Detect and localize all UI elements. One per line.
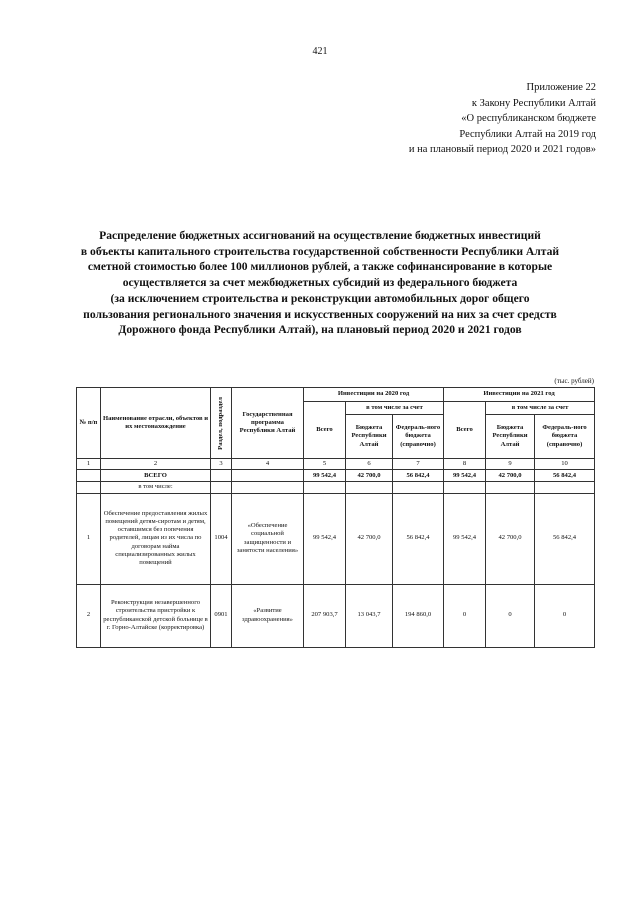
header-inv-2020: Инвестиции на 2020 год — [304, 388, 444, 402]
header-regional-2021: Бюджета Республики Алтай — [486, 415, 535, 459]
total-value: 42 700,0 — [346, 470, 393, 482]
units-label: (тыс. рублей) — [554, 377, 594, 385]
header-including-2021: в том числе за счет — [486, 402, 595, 415]
including-empty — [346, 482, 393, 493]
row-value: 42 700,0 — [346, 493, 393, 584]
total-value: 56 842,4 — [393, 470, 444, 482]
header-federal-2021: Федераль-ного бюджета (справочно) — [535, 415, 595, 459]
table-row — [77, 493, 595, 584]
header-program: Государственная программа Республики Алтай — [232, 388, 304, 459]
total-value: 99 542,4 — [444, 470, 486, 482]
including-row — [77, 482, 595, 493]
header-inv-2021: Инвестиции на 2021 год — [444, 388, 595, 402]
title-line: Дорожного фонда Республики Алтай), на плановый период 2020 и 2021 годов — [118, 323, 522, 337]
column-number: 10 — [535, 459, 595, 470]
including-empty — [444, 482, 486, 493]
header-num: № п/п — [77, 388, 101, 459]
header-total-2021: Всего — [444, 402, 486, 459]
row-value: 0 — [486, 584, 535, 647]
appendix-line: Приложение 22 — [526, 82, 596, 93]
header-name: Наименование отрасли, объектов и их местонахождение — [101, 388, 211, 459]
including-empty — [77, 482, 101, 493]
total-value: 56 842,4 — [535, 470, 595, 482]
column-number-row — [77, 459, 595, 470]
row-value: 56 842,4 — [535, 493, 595, 584]
total-empty — [77, 470, 101, 482]
including-empty — [393, 482, 444, 493]
including-empty — [232, 482, 304, 493]
row-program: «Развитие здравоохранения» — [232, 584, 304, 647]
column-number: 1 — [77, 459, 101, 470]
appendix-line: к Закону Республики Алтай — [471, 97, 596, 109]
total-value: 99 542,4 — [304, 470, 346, 482]
including-label: в том числе: — [101, 482, 211, 493]
including-empty — [304, 482, 346, 493]
including-empty — [211, 482, 232, 493]
row-num: 1 — [77, 493, 101, 584]
row-program: «Обеспечение социальной защищенности и занятости населения» — [232, 493, 304, 584]
appendix-line: Республики Алтай на 2019 год — [459, 128, 596, 140]
total-empty — [232, 470, 304, 482]
column-number: 5 — [304, 459, 346, 470]
column-number: 4 — [232, 459, 304, 470]
including-empty — [486, 482, 535, 493]
column-number: 2 — [101, 459, 211, 470]
row-name: Реконструкция незавершенного строительства пристройки к республиканской детской больнице в г. Горно-Алтайске (корректировка) — [101, 584, 211, 647]
column-number: 3 — [211, 459, 232, 470]
header-regional-2020: Бюджета Республики Алтай — [346, 415, 393, 459]
header-including-2020: в том числе за счет — [346, 402, 444, 415]
row-value: 13 043,7 — [346, 584, 393, 647]
total-empty — [211, 470, 232, 482]
table-row — [77, 584, 595, 647]
row-value: 99 542,4 — [444, 493, 486, 584]
header-section — [211, 388, 232, 459]
row-name: Обеспечение предоставления жилых помещений детям-сиротам и детям, оставшимся без попечения родителей, лицам из их числа по договорам найма специализированных жилых помещений — [101, 493, 211, 584]
row-value: 0 — [535, 584, 595, 647]
document-title — [60, 228, 580, 338]
total-label: ВСЕГО — [101, 470, 211, 482]
title-line: пользования регионального значения и искусственных сооружений на них за счет средств — [83, 307, 557, 321]
total-value: 42 700,0 — [486, 470, 535, 482]
column-number: 9 — [486, 459, 535, 470]
row-section: 1004 — [211, 493, 232, 584]
title-line: Распределение бюджетных ассигнований на осуществление бюджетных инвестиций — [99, 229, 541, 242]
header-row-1 — [77, 388, 595, 402]
title-line: сметной стоимостью более 100 миллионов рублей, а также софинансирование в которые — [87, 260, 553, 274]
total-row — [77, 470, 595, 482]
row-value: 207 903,7 — [304, 584, 346, 647]
column-number: 7 — [393, 459, 444, 470]
row-value: 194 860,0 — [393, 584, 444, 647]
row-section: 0901 — [211, 584, 232, 647]
header-federal-2020: Федераль-ного бюджета (справочно) — [393, 415, 444, 459]
row-value: 99 542,4 — [304, 493, 346, 584]
appendix-reference — [336, 80, 596, 158]
appendix-line: и на плановый период 2020 и 2021 годов» — [408, 144, 596, 155]
title-line: в объекты капитального строительства государственной собственности Республики Алтай — [80, 244, 560, 258]
column-number: 6 — [346, 459, 393, 470]
investment-table — [76, 387, 595, 648]
title-line: осуществляется за счет межбюджетных субсидий из федерального бюджета — [122, 276, 518, 290]
row-num: 2 — [77, 584, 101, 647]
row-value: 42 700,0 — [486, 493, 535, 584]
header-total-2020: Всего — [304, 402, 346, 459]
header-section-label: Раздел, подраздел — [216, 396, 224, 450]
row-value: 56 842,4 — [393, 493, 444, 584]
title-line: (за исключением строительства и реконструкции автомобильных дорог общего — [110, 291, 530, 305]
column-number: 8 — [444, 459, 486, 470]
including-empty — [535, 482, 595, 493]
appendix-line: «О республиканском бюджете — [461, 113, 596, 124]
row-value: 0 — [444, 584, 486, 647]
page-number: 421 — [312, 46, 328, 57]
